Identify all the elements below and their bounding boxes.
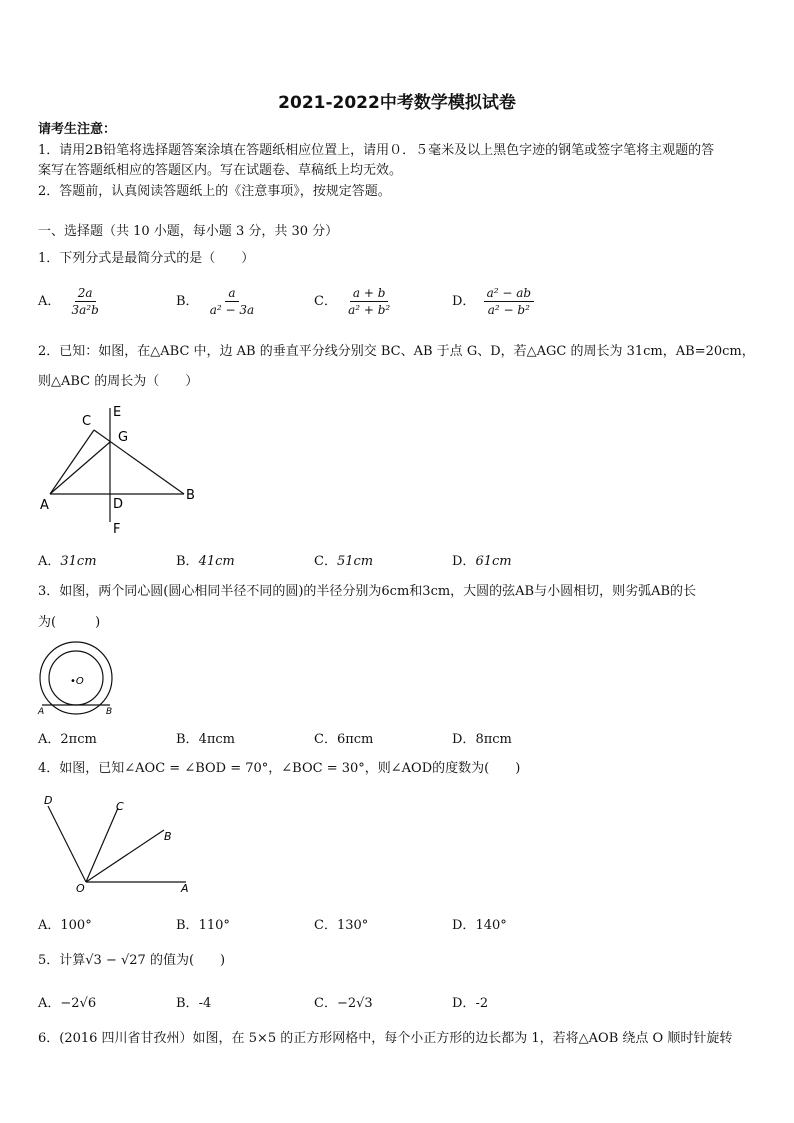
notice-line-1b: 案写在答题纸相应的答题区内。写在试题卷、草稿纸上均无效。 [38, 163, 403, 178]
question-4-stem: 4．如图，已知∠AOC = ∠BOD = 70°，∠BOC = 30°，则∠AOD的度数为( ) [38, 761, 521, 776]
label-d: D [44, 794, 53, 807]
question-2-option-b[interactable]: B．41cm [176, 554, 235, 569]
label-g: G [118, 430, 129, 445]
question-3-option-b[interactable]: B．4πcm [176, 732, 235, 747]
label-a: A [181, 882, 189, 895]
section-heading: 一、选择题（共 10 小题，每小题 3 分，共 30 分） [38, 224, 339, 239]
question-2-option-c[interactable]: C．51cm [314, 554, 374, 569]
question-6-line-1: 6．(2016 四川省甘孜州）如图，在 5×5 的正方形网格中，每个小正方形的边长都为 1，若将△AOB 绕点 O 顺时针旋转 [38, 1031, 733, 1046]
concentric-circles-figure [34, 640, 124, 718]
question-4-option-c[interactable]: C．130° [314, 918, 369, 933]
question-1-option-c[interactable]: C． $\frac{a + b}{\text{a² + b²}}$ [314, 286, 393, 317]
question-2-option-a[interactable]: A．31cm [38, 554, 97, 569]
question-3-line-2: 为( ) [38, 615, 101, 630]
label-e: E [113, 405, 122, 420]
page-title: 2021-2022中考数学模拟试卷 [278, 93, 516, 113]
fraction: $\frac{2a}{\text{3a²b}}$ [71, 286, 99, 317]
question-3-option-c[interactable]: C．6πcm [314, 732, 374, 747]
segment-cb [94, 430, 184, 494]
notice-line-2: 2．答题前，认真阅读答题纸上的《注意事项》，按规定答题。 [38, 184, 391, 199]
angles-figure [36, 790, 206, 900]
question-4-option-a[interactable]: A．100° [38, 918, 92, 933]
fraction: $\frac{a}{\text{a² − 3a}}$ [209, 286, 255, 317]
label-c: C [116, 800, 124, 813]
label-a: A [40, 498, 49, 513]
question-2-line-2: 则△ABC 的周长为（ ） [38, 374, 199, 389]
notice-line-1a: 1．请用2B铅笔将选择题答案涂填在答题纸相应位置上，请用０．５毫米及以上黑色字迹的钢笔或签字笔将主观题的答 [38, 143, 715, 158]
label-d: D [113, 497, 124, 512]
question-1-option-a[interactable]: A． $\frac{2a}{\text{3a²b}}$ [38, 286, 102, 317]
question-3-option-a[interactable]: A．2πcm [38, 732, 97, 747]
question-2-line-1: 2．已知：如图，在△ABC 中，边 AB 的垂直平分线分别交 BC、AB 于点 G、D，若△AGC 的周长为 31cm，AB=20cm， [38, 344, 755, 359]
fraction: $\frac{\text{a² − ab}}{\text{a² − b²}}$ [484, 286, 534, 317]
notice-heading: 请考生注意： [38, 122, 117, 137]
label-o: O [76, 882, 85, 895]
label-a: A [38, 707, 45, 717]
question-1-option-d[interactable]: D． $\frac{\text{a² − ab}}{\text{a² − b²}}$ [452, 286, 534, 317]
question-1-option-b[interactable]: B． $\frac{a}{\text{a² − 3a}}$ [176, 286, 257, 317]
label-o: •O [70, 676, 84, 687]
question-4-option-d[interactable]: D．140° [452, 918, 507, 933]
question-5-option-d[interactable]: D．-2 [452, 996, 489, 1011]
question-5-stem: 5．计算√3 − √27 的值为( ) [38, 953, 226, 968]
question-5-option-a[interactable]: A．−2√6 [38, 996, 97, 1011]
question-5-option-b[interactable]: B．-4 [176, 996, 212, 1011]
question-4-option-b[interactable]: B．110° [176, 918, 230, 933]
question-3-option-d[interactable]: D．8πcm [452, 732, 512, 747]
ray-od [48, 806, 86, 882]
label-f: F [113, 522, 121, 537]
triangle-figure [36, 400, 206, 540]
label-b: B [164, 830, 172, 843]
question-5-option-c[interactable]: C．−2√3 [314, 996, 373, 1011]
label-c: C [82, 414, 92, 429]
question-1-stem: 1．下列分式是最简分式的是（ ） [38, 251, 255, 266]
question-3-line-1: 3．如图，两个同心圆(圆心相同半径不同的圆)的半径分别为6cm和3cm，大圆的弦AB与小圆相切，则劣弧AB的长 [38, 584, 697, 599]
question-2-option-d[interactable]: D．61cm [452, 554, 512, 569]
label-b: B [186, 488, 195, 503]
label-b: B [106, 707, 113, 717]
fraction: $\frac{a + b}{\text{a² + b²}}$ [348, 286, 391, 317]
